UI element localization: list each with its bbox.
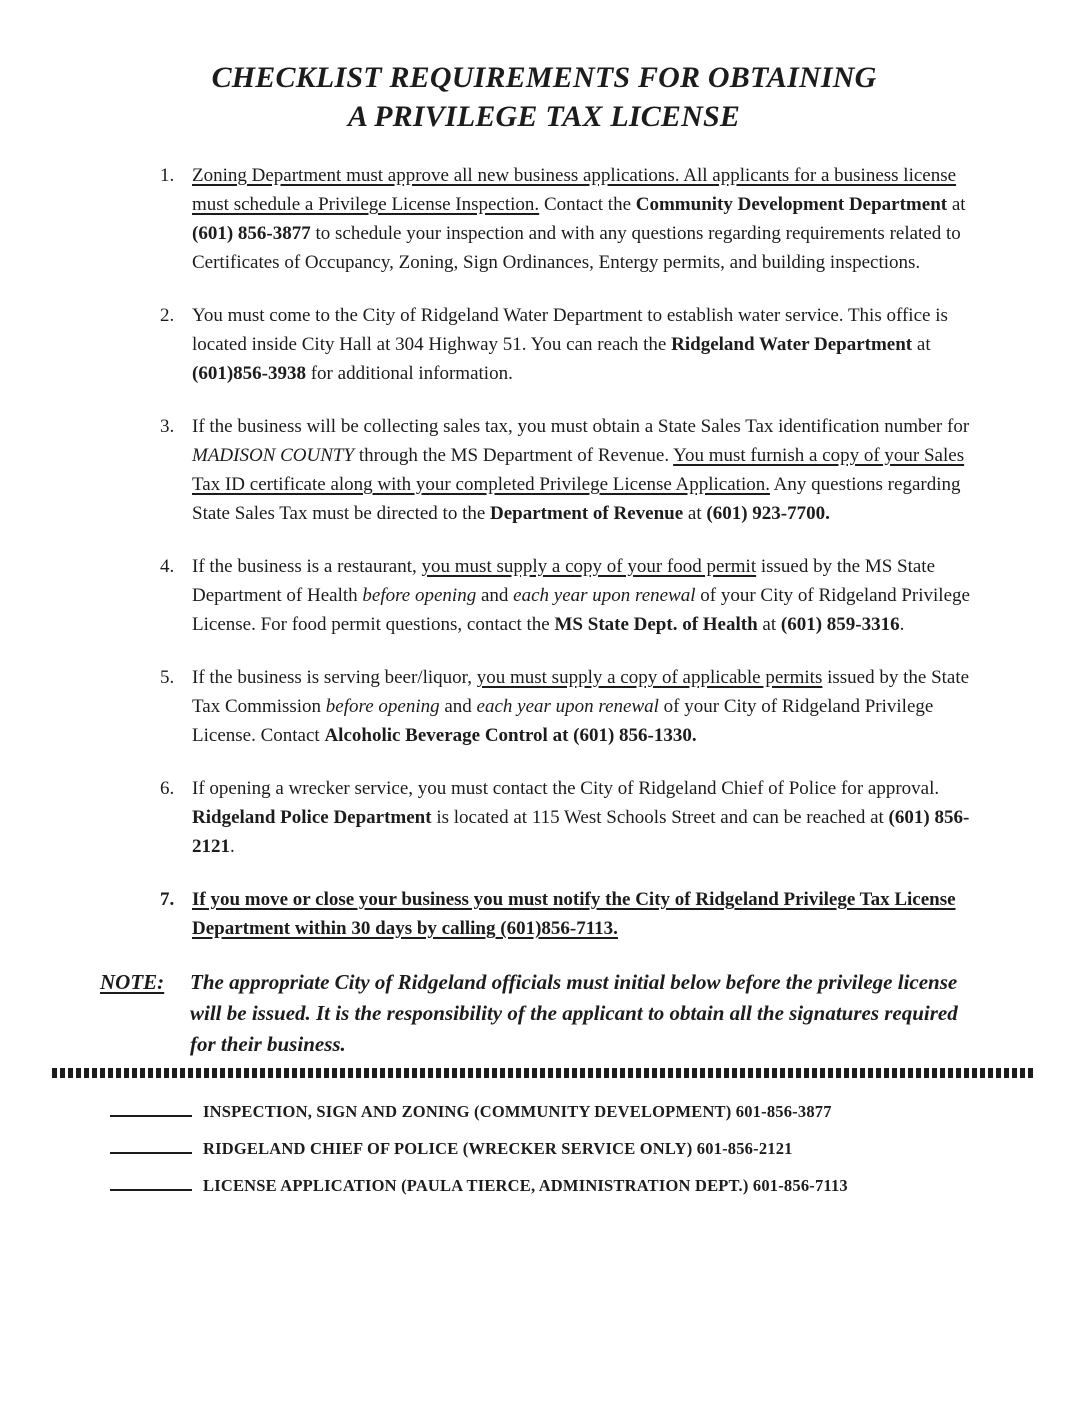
text-segment: (601) 923-7700. — [706, 503, 830, 524]
item-text — [192, 161, 970, 277]
signature-row-3 — [110, 1176, 1088, 1196]
checklist-item-7 — [160, 885, 1088, 943]
title-line-1: CHECKLIST REQUIREMENTS FOR OBTAINING — [211, 61, 877, 94]
item-text — [192, 663, 970, 750]
text-segment: issued by the MS State Department of Health — [192, 556, 936, 606]
text-segment: Community Development Department — [635, 194, 948, 215]
text-segment: and — [476, 585, 514, 606]
item-text — [192, 301, 970, 388]
text-segment: The appropriate City of Ridgeland officials must initial below before the privilege license will be issued. It is the responsibility of the applicant to obtain all the signatures required for their business. — [190, 970, 958, 1056]
item-number: 5. — [160, 667, 175, 688]
text-segment: If the business will be collecting sales tax, you must obtain a State Sales Tax identification number for — [192, 416, 970, 437]
item-text — [192, 412, 970, 528]
page-title — [0, 58, 1088, 136]
text-segment: Contact the — [539, 194, 636, 215]
item-number: 7. — [160, 889, 175, 910]
text-segment: Alcoholic Beverage Control at (601) 856-1330. — [324, 725, 697, 746]
text-segment: (601) 859-3316 — [780, 614, 900, 635]
text-segment: each year upon renewal — [476, 696, 659, 717]
text-segment: Ridgeland Police Department — [192, 807, 432, 828]
text-segment: If the business is serving beer/liquor, — [192, 667, 477, 688]
text-segment: MADISON COUNTY — [192, 445, 355, 466]
checklist — [0, 161, 1088, 943]
checklist-item-1 — [160, 161, 1088, 277]
text-segment: before opening — [325, 696, 440, 717]
text-segment: is located at 115 West Schools Street and can be reached at — [431, 807, 889, 828]
note-section — [0, 967, 1088, 1060]
text-segment: Zoning Department must approve all new business applications. All applicants for a business license must schedule a Privilege License Inspection. — [192, 165, 957, 215]
text-segment: before opening — [362, 585, 477, 606]
note-label: NOTE: — [100, 970, 165, 994]
item-number: 6. — [160, 778, 175, 799]
text-segment: you must supply a copy of applicable permits — [476, 667, 823, 688]
item-text — [192, 885, 970, 943]
initials-blank-line — [110, 1102, 192, 1117]
text-segment: at — [683, 503, 707, 524]
text-segment: through the MS Department of Revenue. — [354, 445, 674, 466]
item-number: 3. — [160, 416, 175, 437]
text-segment: Ridgeland Water Department — [671, 334, 913, 355]
checklist-item-2 — [160, 301, 1088, 388]
item-number: 2. — [160, 305, 175, 326]
text-segment: (601)856-3938 — [192, 363, 306, 384]
text-segment: You must furnish a copy of your Sales Tax ID certificate along with your completed Privilege License Application. — [192, 445, 965, 495]
initials-blank-line — [110, 1139, 192, 1154]
text-segment: If the business is a restaurant, — [192, 556, 422, 577]
text-segment: (601) 856-2121 — [192, 807, 970, 857]
text-segment: for additional information. — [305, 363, 513, 384]
item-text — [192, 774, 970, 861]
dotted-separator — [52, 1068, 1036, 1078]
text-segment: at — [757, 614, 781, 635]
text-segment: If opening a wrecker service, you must contact the City of Ridgeland Chief of Police for approval. — [192, 778, 940, 799]
text-segment: you must supply a copy of your food permit — [421, 556, 757, 577]
item-number: 4. — [160, 556, 175, 577]
text-segment: (601) 856-3877 — [192, 223, 311, 244]
item-number: 1. — [160, 165, 175, 186]
signature-label: RIDGELAND CHIEF OF POLICE (WRECKER SERVICE ONLY) 601-856-2121 — [203, 1139, 793, 1158]
text-segment: at — [912, 334, 931, 355]
text-segment: Department of Revenue — [490, 503, 684, 524]
text-segment: of your City of Ridgeland Privilege License. For food permit questions, contact the — [192, 585, 970, 635]
text-segment: Any questions regarding State Sales Tax must be directed to the — [192, 474, 961, 524]
text-segment: at — [947, 194, 966, 215]
signature-section — [0, 1102, 1088, 1196]
checklist-item-4 — [160, 552, 1088, 639]
checklist-item-6 — [160, 774, 1088, 861]
text-segment: of your City of Ridgeland Privilege License. Contact — [192, 696, 934, 746]
text-segment: MS State Dept. of Health — [554, 614, 758, 635]
signature-label: INSPECTION, SIGN AND ZONING (COMMUNITY DEVELOPMENT) 601-856-3877 — [203, 1102, 832, 1121]
signature-row-2 — [110, 1139, 1088, 1159]
text-segment: each year upon renewal — [513, 585, 696, 606]
text-segment: . — [899, 614, 905, 635]
text-segment: You must come to the City of Ridgeland Water Department to establish water service. This office is located inside City Hall at 304 Highway 51. You can reach the — [192, 305, 948, 355]
title-line-2: A PRIVILEGE TAX LICENSE — [347, 100, 741, 133]
text-segment: and — [439, 696, 477, 717]
note-body — [190, 967, 962, 1060]
text-segment: If you move or close your business you must notify the City of Ridgeland Privilege Tax License Department within 30 days by calling (601)856-7113. — [192, 889, 956, 939]
initials-blank-line — [110, 1176, 192, 1191]
text-segment: . — [230, 836, 235, 857]
signature-row-1 — [110, 1102, 1088, 1122]
item-text — [192, 552, 970, 639]
checklist-item-5 — [160, 663, 1088, 750]
text-segment: to schedule your inspection and with any questions regarding requirements related to Certificates of Occupancy, Zoning, Sign Ordinances, Entergy permits, and building inspections. — [192, 223, 961, 273]
text-segment: issued by the State Tax Commission — [192, 667, 970, 717]
checklist-item-3 — [160, 412, 1088, 528]
signature-label: LICENSE APPLICATION (PAULA TIERCE, ADMINISTRATION DEPT.) 601-856-7113 — [203, 1176, 848, 1195]
